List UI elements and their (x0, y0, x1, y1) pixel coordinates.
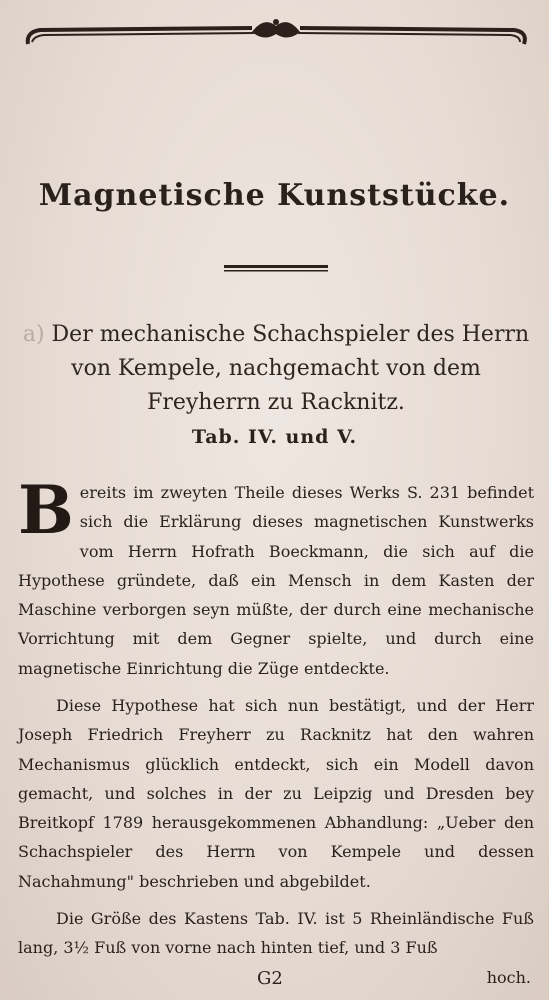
plate-reference: Tab. IV. und V. (191, 426, 358, 448)
drop-cap: B (18, 471, 74, 549)
paragraph-3: Die Größe des Kastens Tab. IV. ist 5 Rheinländische Fuß lang, 3½ Fuß von vorne nach hinten tief, und 3 Fuß (18, 909, 534, 958)
section-title-text: Der mechanische Schachspieler des Herrn von Kempele, nachgemacht von dem Freyherrn zu Racknitz. (51, 322, 530, 415)
heading-rule (224, 264, 328, 274)
section-marker: a) (22, 322, 45, 347)
paragraph-1-text: ereits im zweyten Theile dieses Werks S. 231 befindet sich die Erklärung dieses magnetischen Kunstwerks vom Herrn Hofrath Boeckmann, die sich auf die Hypothese gründete, daß ein Mensch in dem Kasten der Maschine verborgen seyn müßte, der durch eine mechanische Vorrichtung mit dem Gegner spielte, und durch eine magnetische Einrichtung die Züge entdeckte. (18, 483, 534, 678)
signature-mark: G2 (257, 968, 283, 989)
paragraph-1 (18, 471, 534, 683)
catchword: hoch. (486, 968, 531, 987)
paragraph-2: Diese Hypothese hat sich nun bestätigt, und der Herr Joseph Friedrich Freyherr zu Racknitz hat den wahren Mechanismus glücklich entdeckt, sich ein Modell davon gemacht, und solches in der zu Leipzig und Dresden bey Breitkopf 1789 herausgekommenen Abhandlung: „Ueber den Schachspieler des Herrn von Kempele und dessen Nachahmung" beschrieben und abgebildet. (18, 696, 534, 891)
page-heading: Magnetische Kunststücke. (38, 178, 511, 213)
header-ornament (22, 12, 530, 56)
section-title (16, 318, 536, 420)
